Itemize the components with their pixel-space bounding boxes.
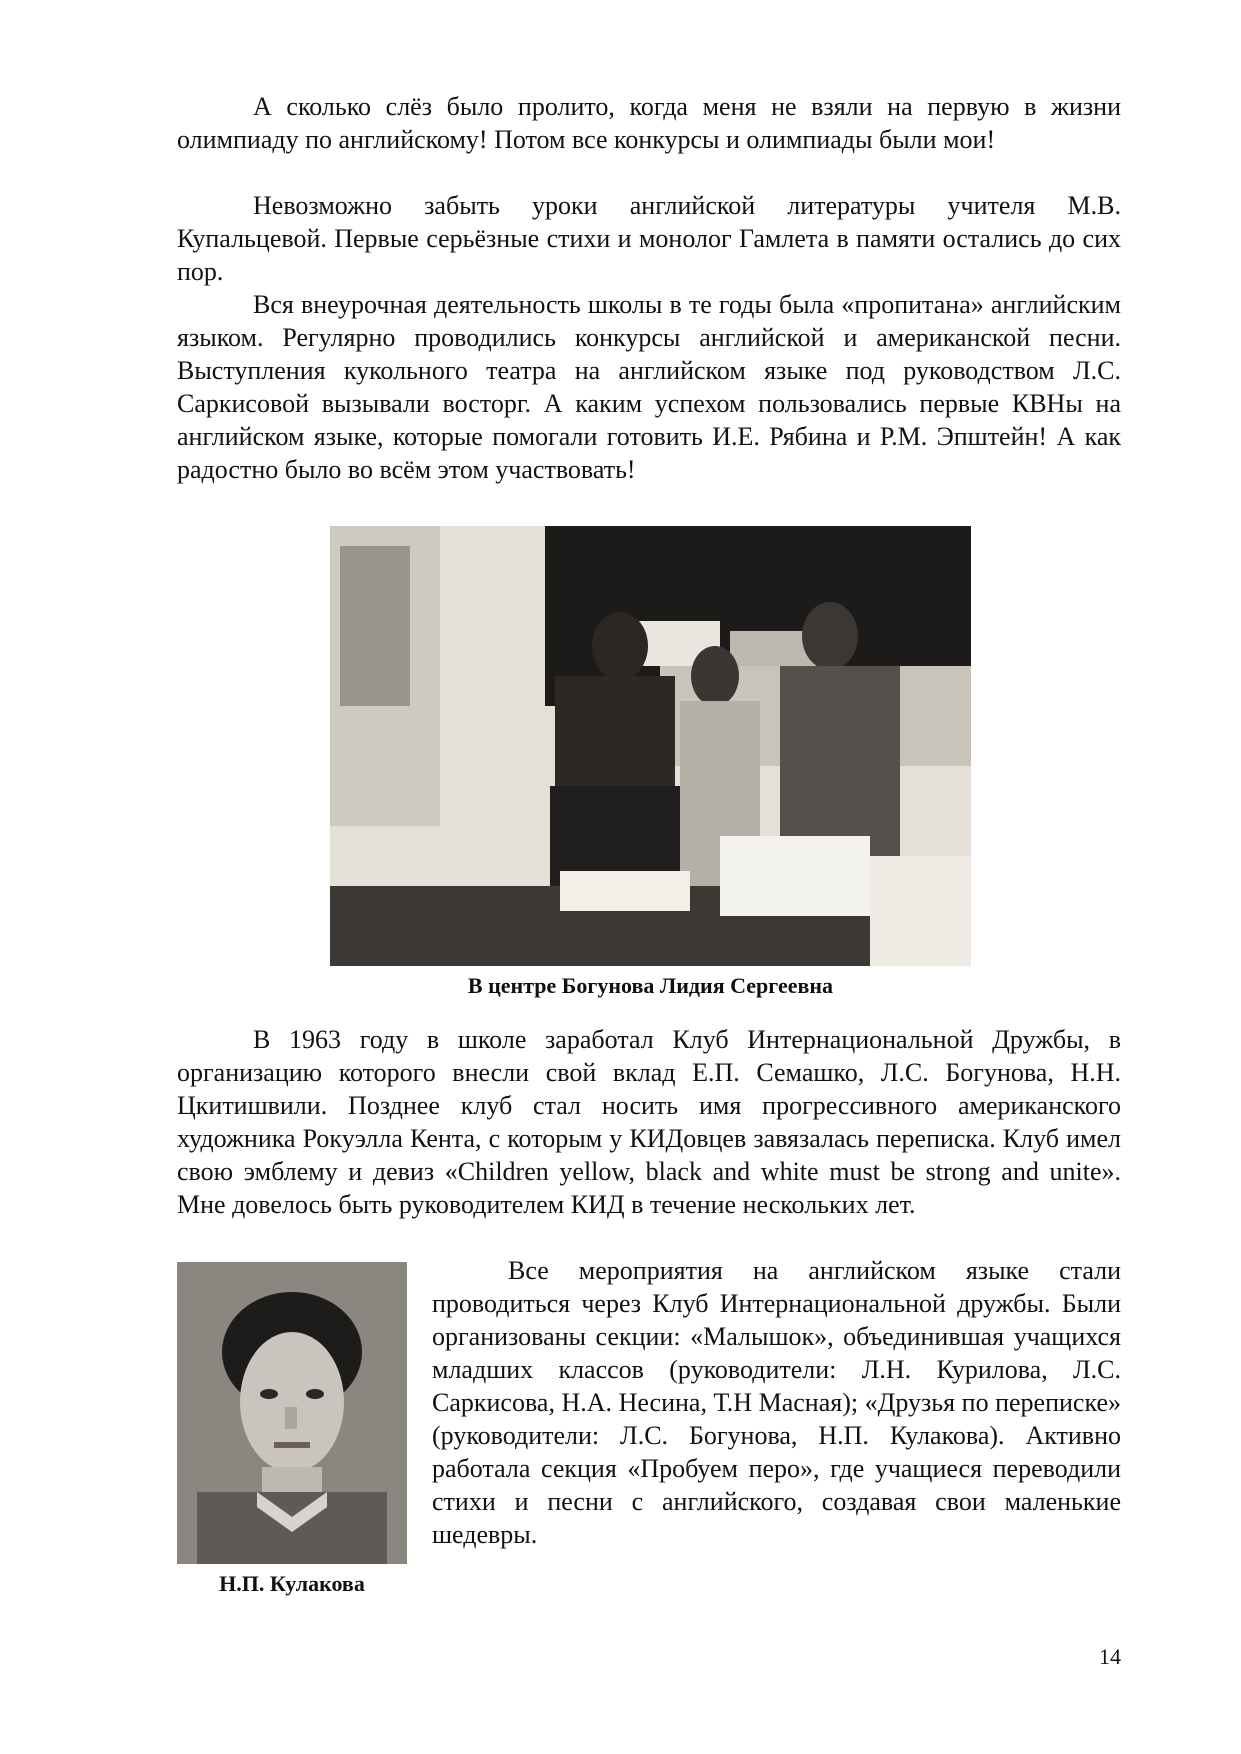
page-number: 14 [1099,1644,1121,1669]
group-photo [330,526,971,966]
paragraph-extracurricular: Вся внеурочная деятельность школы в те годы была «пропитана» английским языком. Регулярно проводились конкурсы английской и американской песни. Выступления кукольного театра на английском языке под руководством Л.С. Саркисовой вызывали восторг. А каким успехом пользовались первые КВНы на английском языке, которые помогали готовить И.Е. Рябина и Р.М. Эпштейн! А как радостно было во всём этом участвовать! [177,290,1121,484]
portrait-caption: Н.П. Кулакова [219,1571,365,1596]
portrait-photo-image [177,1262,407,1564]
paragraph-literature-lessons: Невозможно забыть уроки английской литературы учителя М.В. Купальцевой. Первые серьёзные стихи и монолог Гамлета в памяти остались до сих пор. [177,191,1121,286]
group-photo-caption: В центре Богунова Лидия Сергеевна [467,973,834,998]
paragraph-friendship-club: В 1963 году в школе заработал Клуб Интернациональной Дружбы, в организацию которого внесли свой вклад Е.П. Семашко, Л.С. Богунова, Н.Н. Цкитишвили. Позднее клуб стал носить имя прогрессивного американского художника Рокуэлла Кента, с которым у КИДовцев завязалась переписка. Клуб имел свою эмблему и девиз «Children yellow, black and white must be strong and unite». Мне довелось быть руководителем КИД в течение нескольких лет. [177,1025,1121,1219]
paragraph-olympiad: А сколько слёз было пролито, когда меня не взяли на первую в жизни олимпиаду по английскому! Потом все конкурсы и олимпиады были мои! [177,92,1121,154]
portrait-photo [177,1262,407,1564]
paragraph-sections: Все мероприятия на английском языке стали проводиться через Клуб Интернациональной дружбы. Были организованы секции: «Малышок», объединившая учащихся младших классов (руководители: Л.Н. Курилова, Л.С. Саркисова, Н.А. Несина, Т.Н Масная); «Друзья по переписке» (руководители: Л.С. Богунова, Н.П. Кулакова). Активно работала секция «Пробуем перо», где учащиеся переводили стихи и песни с английского, создавая свои маленькие шедевры. [432,1256,1121,1549]
group-photo-image [330,526,971,966]
